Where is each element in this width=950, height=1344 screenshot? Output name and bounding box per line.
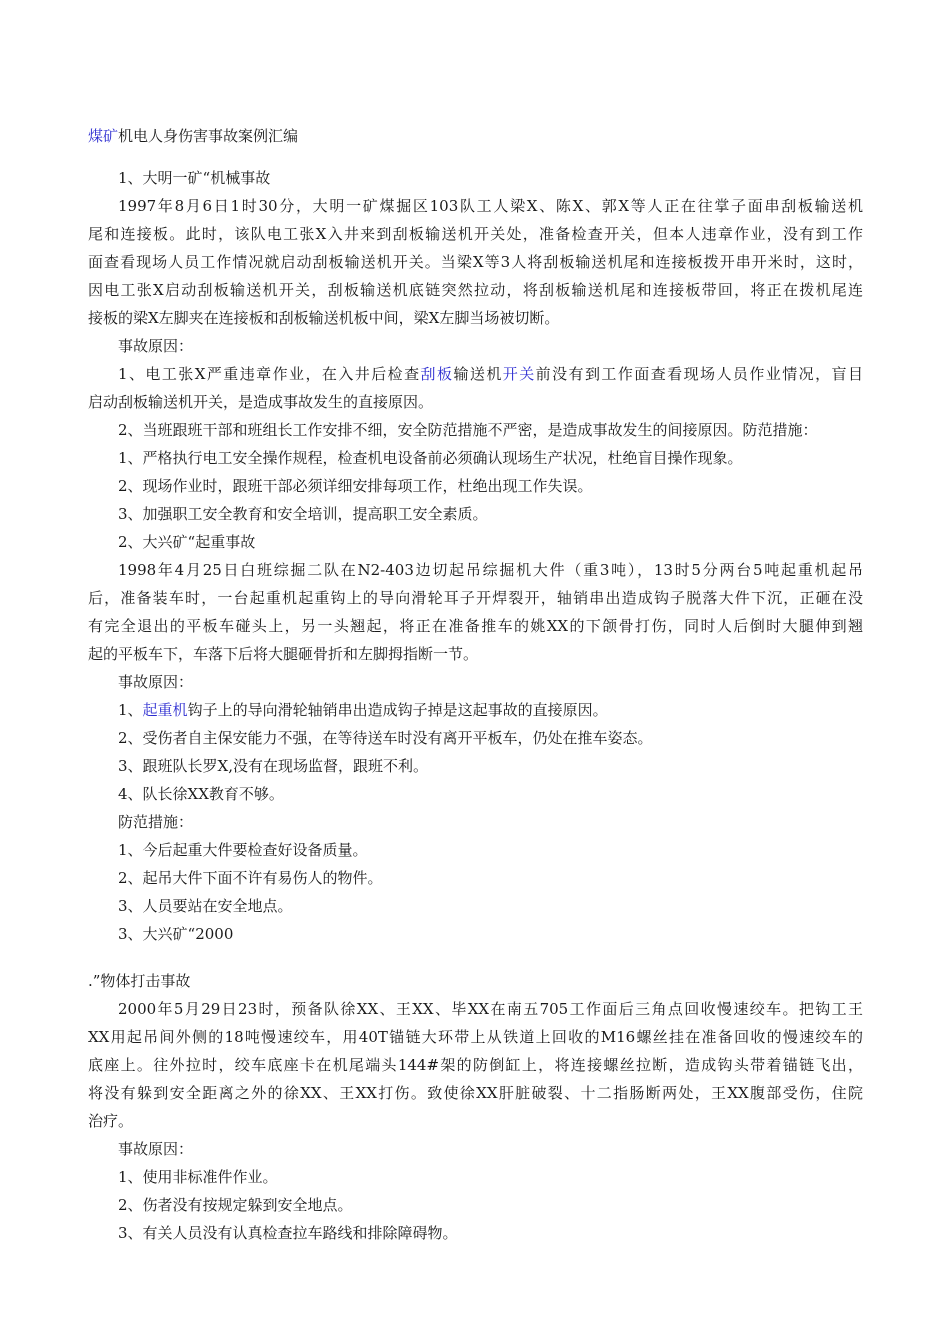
case2-paragraph-line: 后，准备装车时，一台起重机起重钩上的导向滑轮耳子开焊裂开，轴销串出造成钩子脱落大件下沉，正砸在没 [88,589,863,607]
case2-measures-label: 防范措施： [118,813,194,831]
coal-mine-link[interactable]: 煤矿 [88,127,119,145]
case1-heading: 1、大明一矿“机械事故 [118,169,271,187]
document-title: 煤矿机电人身伤害事故案例汇编 [88,127,299,145]
case1-cause-1-cont: 启动刮板输送机开关，是造成事故发生的直接原因。 [88,393,434,411]
case1-measure-3: 3、加强职工安全教育和安全培训，提高职工安全素质。 [118,505,488,523]
crane-link[interactable]: 起重机 [142,701,188,719]
case1-paragraph-line: 面查看现场人员工作情况就启动刮板输送机开关。当梁X等3人将刮板输送机尾和连接板拨开串开米时，这时， [88,253,863,271]
case1-paragraph-line: 接板的梁X左脚夹在连接板和刮板输送机板中间，梁X左脚当场被切断。 [88,309,560,327]
case1-paragraph-line: 因电工张X启动刮板输送机开关，刮板输送机底链突然拉动，将刮板输送机尾和连接板带回，将正在拨机尾连 [88,281,863,299]
case2-measure-3: 3、人员要站在安全地点。 [118,897,293,915]
case3-paragraph-line: 2000年5月29日23时，预备队徐XX、王XX、毕XX在南五705工作面后三角点回收慢速绞车。把钩工王 [118,1000,863,1018]
case2-cause-3: 3、跟班队长罗X,没有在现场监督，跟班不利。 [118,757,428,775]
case3-paragraph-line: 底座上。往外拉时，绞车底座卡在机尾端头144#架的防倒缸上，将连接螺丝拉断，造成钩头带着锚链飞出， [88,1056,863,1074]
case1-measure-1: 1、严格执行电工安全操作规程，检查机电设备前必须确认现场生产状况，杜绝盲目操作现象。 [118,449,743,467]
case2-paragraph-line: 起的平板车下，车落下后将大腿砸骨折和左脚拇指断一节。 [88,645,479,663]
switch-link[interactable]: 开关 [502,365,536,383]
case3-cause-3: 3、有关人员没有认真检查拉车路线和排除障碍物。 [118,1224,458,1242]
case2-measure-1: 1、今后起重大件要检查好设备质量。 [118,841,368,859]
case1-cause-label: 事故原因： [118,337,194,355]
scraper-link[interactable]: 刮板 [420,365,454,383]
case3-paragraph-line: 将没有躲到安全距离之外的徐XX、王XX打伤。致使徐XX肝脏破裂、十二指肠断两处，王XX腹部受伤，住院 [88,1084,863,1102]
case2-cause-label: 事故原因： [118,673,194,691]
case3-paragraph-line: XX用起吊间外侧的18吨慢速绞车，用40T锚链大环带上从铁道上回收的M16螺丝挂在准备回收的慢速绞车的 [88,1028,863,1046]
case3-cause-label: 事故原因： [118,1140,194,1158]
case2-measure-2: 2、起吊大件下面不许有易伤人的物件。 [118,869,383,887]
case3-paragraph-line: 治疗。 [88,1112,134,1130]
case1-paragraph-line: 1997年8月6日1时30分，大明一矿煤掘区103队工人梁X、陈X、郭X等人正在往掌子面串刮板输送机 [118,197,863,215]
case1-cause-2: 2、当班跟班干部和班组长工作安排不细，安全防范措施不严密，是造成事故发生的间接原因。防范措施： [118,421,818,439]
case3-cause-2: 2、伤者没有按规定躲到安全地点。 [118,1196,353,1214]
case3-cause-1: 1、使用非标准件作业。 [118,1168,278,1186]
case2-cause-2: 2、受伤者自主保安能力不强，在等待送车时没有离开平板车，仍处在推车姿态。 [118,729,653,747]
case1-cause-1: 1、电工张X严重违章作业，在入井后检查刮板输送机开关前没有到工作面查看现场人员作业情况，盲目 [118,365,863,383]
case3-heading-cont: .”物体打击事故 [88,972,191,990]
case2-cause-1: 1、起重机钩子上的导向滑轮轴销串出造成钩子掉是这起事故的直接原因。 [118,701,608,719]
case2-heading: 2、大兴矿“起重事故 [118,533,256,551]
case2-paragraph-line: 有完全退出的平板车碰头上，另一头翘起，将正在准备推车的姚XX的下颌骨打伤，同时人后倒时大腿伸到翘 [88,617,863,635]
case2-cause-4: 4、队长徐XX教育不够。 [118,785,284,803]
case3-heading: 3、大兴矿“2000 [118,925,234,943]
case1-paragraph-line: 尾和连接板。此时，该队电工张X入井来到刮板输送机开关处，准备检查开关，但本人违章作业，没有到工作 [88,225,863,243]
case1-measure-2: 2、现场作业时，跟班干部必须详细安排每项工作，杜绝出现工作失误。 [118,477,593,495]
case2-paragraph-line: 1998年4月25日白班综掘二队在N2-403边切起吊综掘机大件（重3吨），13时5分两台5吨起重机起吊 [118,561,863,579]
